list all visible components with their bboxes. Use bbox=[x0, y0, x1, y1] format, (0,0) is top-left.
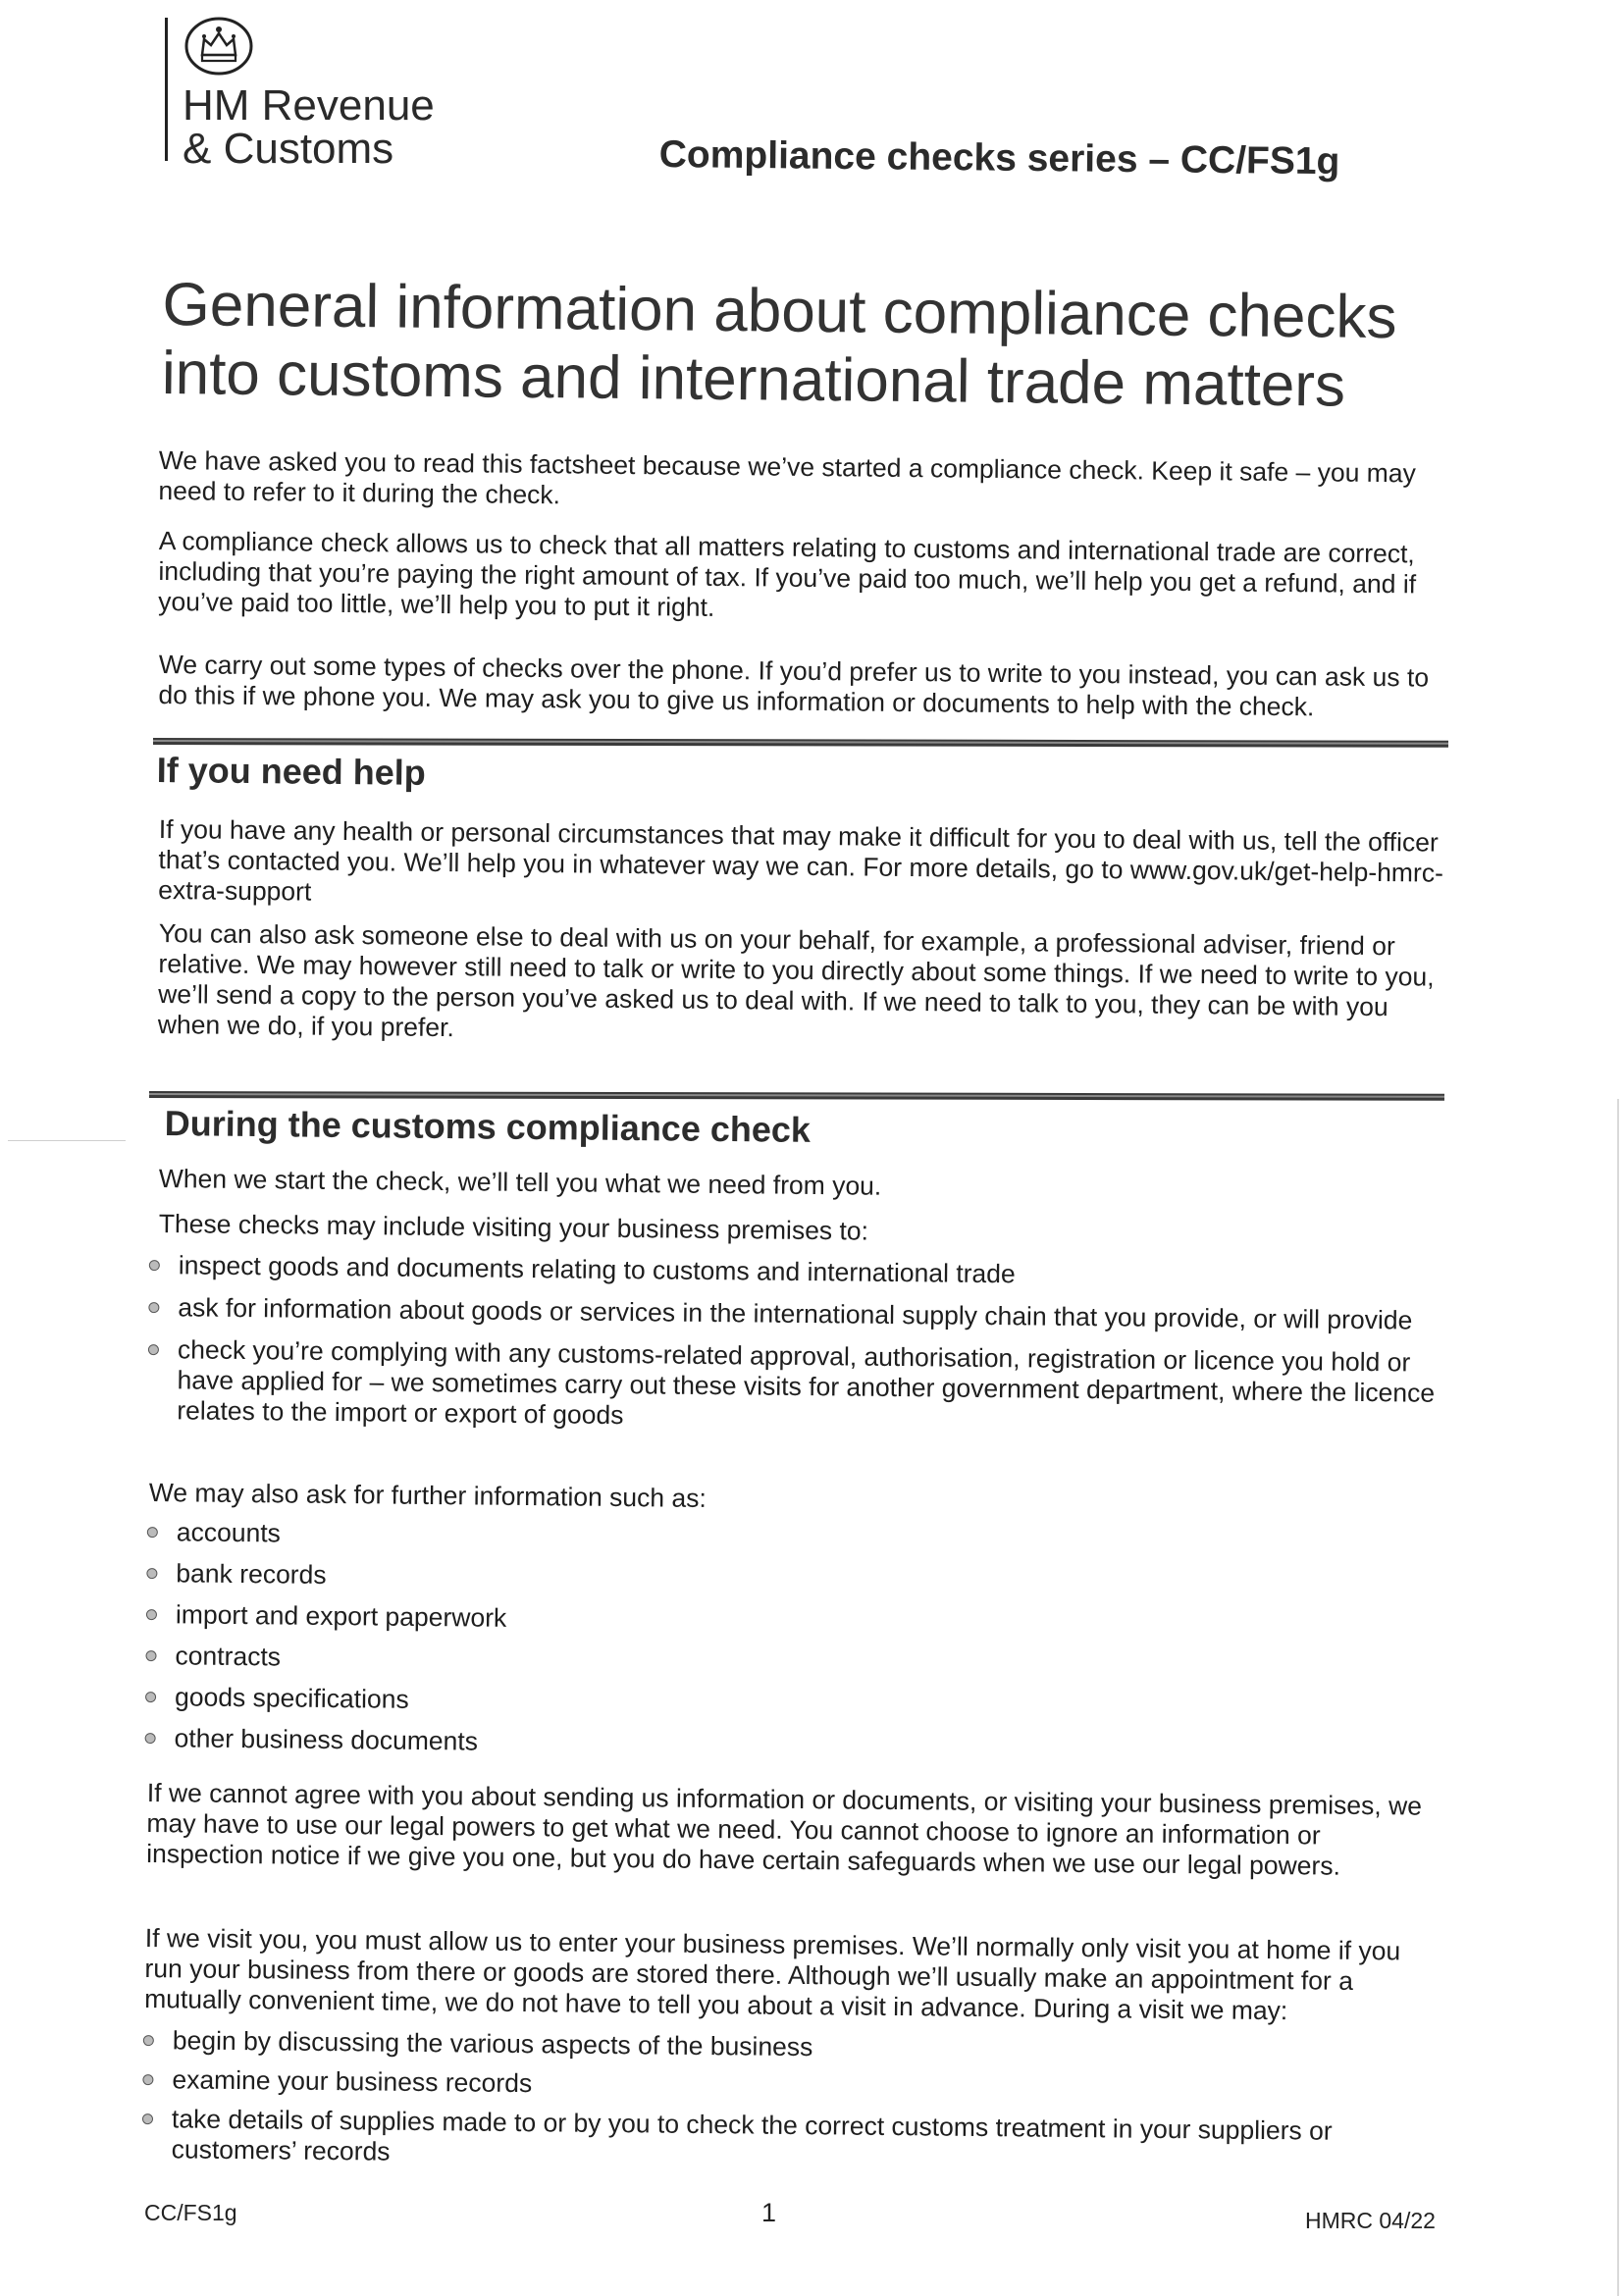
bullet-icon bbox=[148, 1344, 159, 1355]
bullet-icon bbox=[149, 1260, 160, 1271]
bullet-icon bbox=[142, 2113, 153, 2124]
org-name-line2: & Customs bbox=[183, 125, 394, 173]
list-item: bank records bbox=[142, 1558, 1447, 1602]
visit-purpose-list bbox=[143, 1250, 1450, 1439]
bullet-icon bbox=[143, 2035, 154, 2046]
org-name-line1: HM Revenue bbox=[183, 81, 435, 130]
footer-reference: CC/FS1g bbox=[144, 2200, 237, 2225]
visit-activity-list bbox=[138, 2025, 1444, 2178]
list-item: begin by discussing the various aspects of the business bbox=[139, 2025, 1444, 2069]
bullet-icon bbox=[145, 1692, 156, 1702]
logo-divider bbox=[165, 18, 168, 161]
list-item: inspect goods and documents relating to customs and international trade bbox=[145, 1250, 1450, 1294]
section-heading-during: During the customs compliance check bbox=[164, 1103, 812, 1150]
during-paragraph-3: We may also ask for further information such as: bbox=[148, 1478, 707, 1513]
scan-artifact bbox=[8, 1140, 126, 1141]
footer-edition: HMRC 04/22 bbox=[1305, 2208, 1436, 2233]
page-number: 1 bbox=[761, 2198, 777, 2227]
bullet-icon bbox=[145, 1650, 156, 1661]
bullet-icon bbox=[146, 1609, 157, 1620]
section-heading-help: If you need help bbox=[156, 750, 427, 793]
bullet-icon bbox=[142, 2074, 153, 2085]
bullet-icon bbox=[145, 1733, 156, 1744]
help-paragraph-2: You can also ask someone else to deal with us on your behalf, for example, a professional adviser, friend or relative. We may however still need to talk or write to you directly about some things. If we need to write to you, we’ll send a copy to the person you’ve asked us to deal with. If we need to talk to you, they can be with you when we do, if you prefer. bbox=[157, 918, 1435, 1043]
during-paragraph-5: If we visit you, you must allow us to enter your business premises. We’ll normally only visit you at home if you run your business from there or goods are stored there. Although we’ll usually make an appointment for a mutually convenient time, we do not have to tell you about a visit in advance. During a visit we may: bbox=[144, 1923, 1401, 2026]
series-label: Compliance checks series – CC/FS1g bbox=[658, 133, 1340, 183]
section-divider bbox=[153, 738, 1448, 748]
during-paragraph-1: When we start the check, we’ll tell you what we need from you. bbox=[158, 1164, 882, 1201]
scan-edge-line bbox=[1617, 1099, 1619, 2296]
list-item: take details of supplies made to or by you to check the correct customs treatment in your suppliers or customers’ records bbox=[138, 2104, 1444, 2178]
list-item: check you’re complying with any customs-related approval, authorisation, registration or licence you hold or have applied for – we sometimes carry out these visits for another government department, where the licence relates to the import or export of goods bbox=[143, 1334, 1449, 1439]
during-paragraph-4: If we cannot agree with you about sending us information or documents, or visiting your business premises, we may have to use our legal powers to get what we need. You cannot choose to ignore an information or inspection notice if we give you one, but you do have certain safeguards when we use our legal powers. bbox=[146, 1778, 1423, 1881]
hmrc-logo bbox=[165, 14, 459, 171]
list-item: contracts bbox=[141, 1641, 1446, 1685]
list-item: accounts bbox=[143, 1517, 1448, 1561]
intro-paragraph-3: We carry out some types of checks over the phone. If you’d prefer us to write to you instead, you can ask us to do this if we phone you. We may ask you to give us information or documents to help with the check. bbox=[158, 650, 1430, 722]
bullet-icon bbox=[146, 1568, 157, 1579]
list-item: other business documents bbox=[140, 1723, 1445, 1767]
list-item: goods specifications bbox=[141, 1682, 1446, 1726]
list-item: import and export paperwork bbox=[142, 1599, 1447, 1644]
royal-crest-icon bbox=[183, 16, 255, 77]
intro-paragraph-1: We have asked you to read this factsheet because we’ve started a compliance check. Keep it safe – you may need to refer to it during the check. bbox=[158, 445, 1416, 510]
help-paragraph-1: If you have any health or personal circumstances that may make it difficult for you to deal with us, tell the officer that’s contacted you. We’ll help you in whatever way we can. For more details, go to www.gov.uk/get-help-hmrc-extra-support bbox=[158, 814, 1444, 907]
list-item: examine your business records bbox=[138, 2064, 1443, 2109]
bullet-icon bbox=[147, 1527, 158, 1538]
bullet-icon bbox=[148, 1302, 159, 1313]
page-title: General information about compliance checks into customs and international trade matters bbox=[161, 271, 1397, 420]
during-paragraph-2: These checks may include visiting your business premises to: bbox=[158, 1209, 869, 1246]
information-list bbox=[140, 1517, 1447, 1767]
list-item: ask for information about goods or services in the international supply chain that you provide, or will provide bbox=[144, 1292, 1449, 1336]
section-divider bbox=[149, 1091, 1444, 1101]
intro-paragraph-2: A compliance check allows us to check that all matters relating to customs and international trade are correct, including that you’re paying the right amount of tax. If you’ve paid too much, we’ll help you get a refund, and if you’ve paid too little, we’ll help you to put it right. bbox=[158, 526, 1417, 622]
